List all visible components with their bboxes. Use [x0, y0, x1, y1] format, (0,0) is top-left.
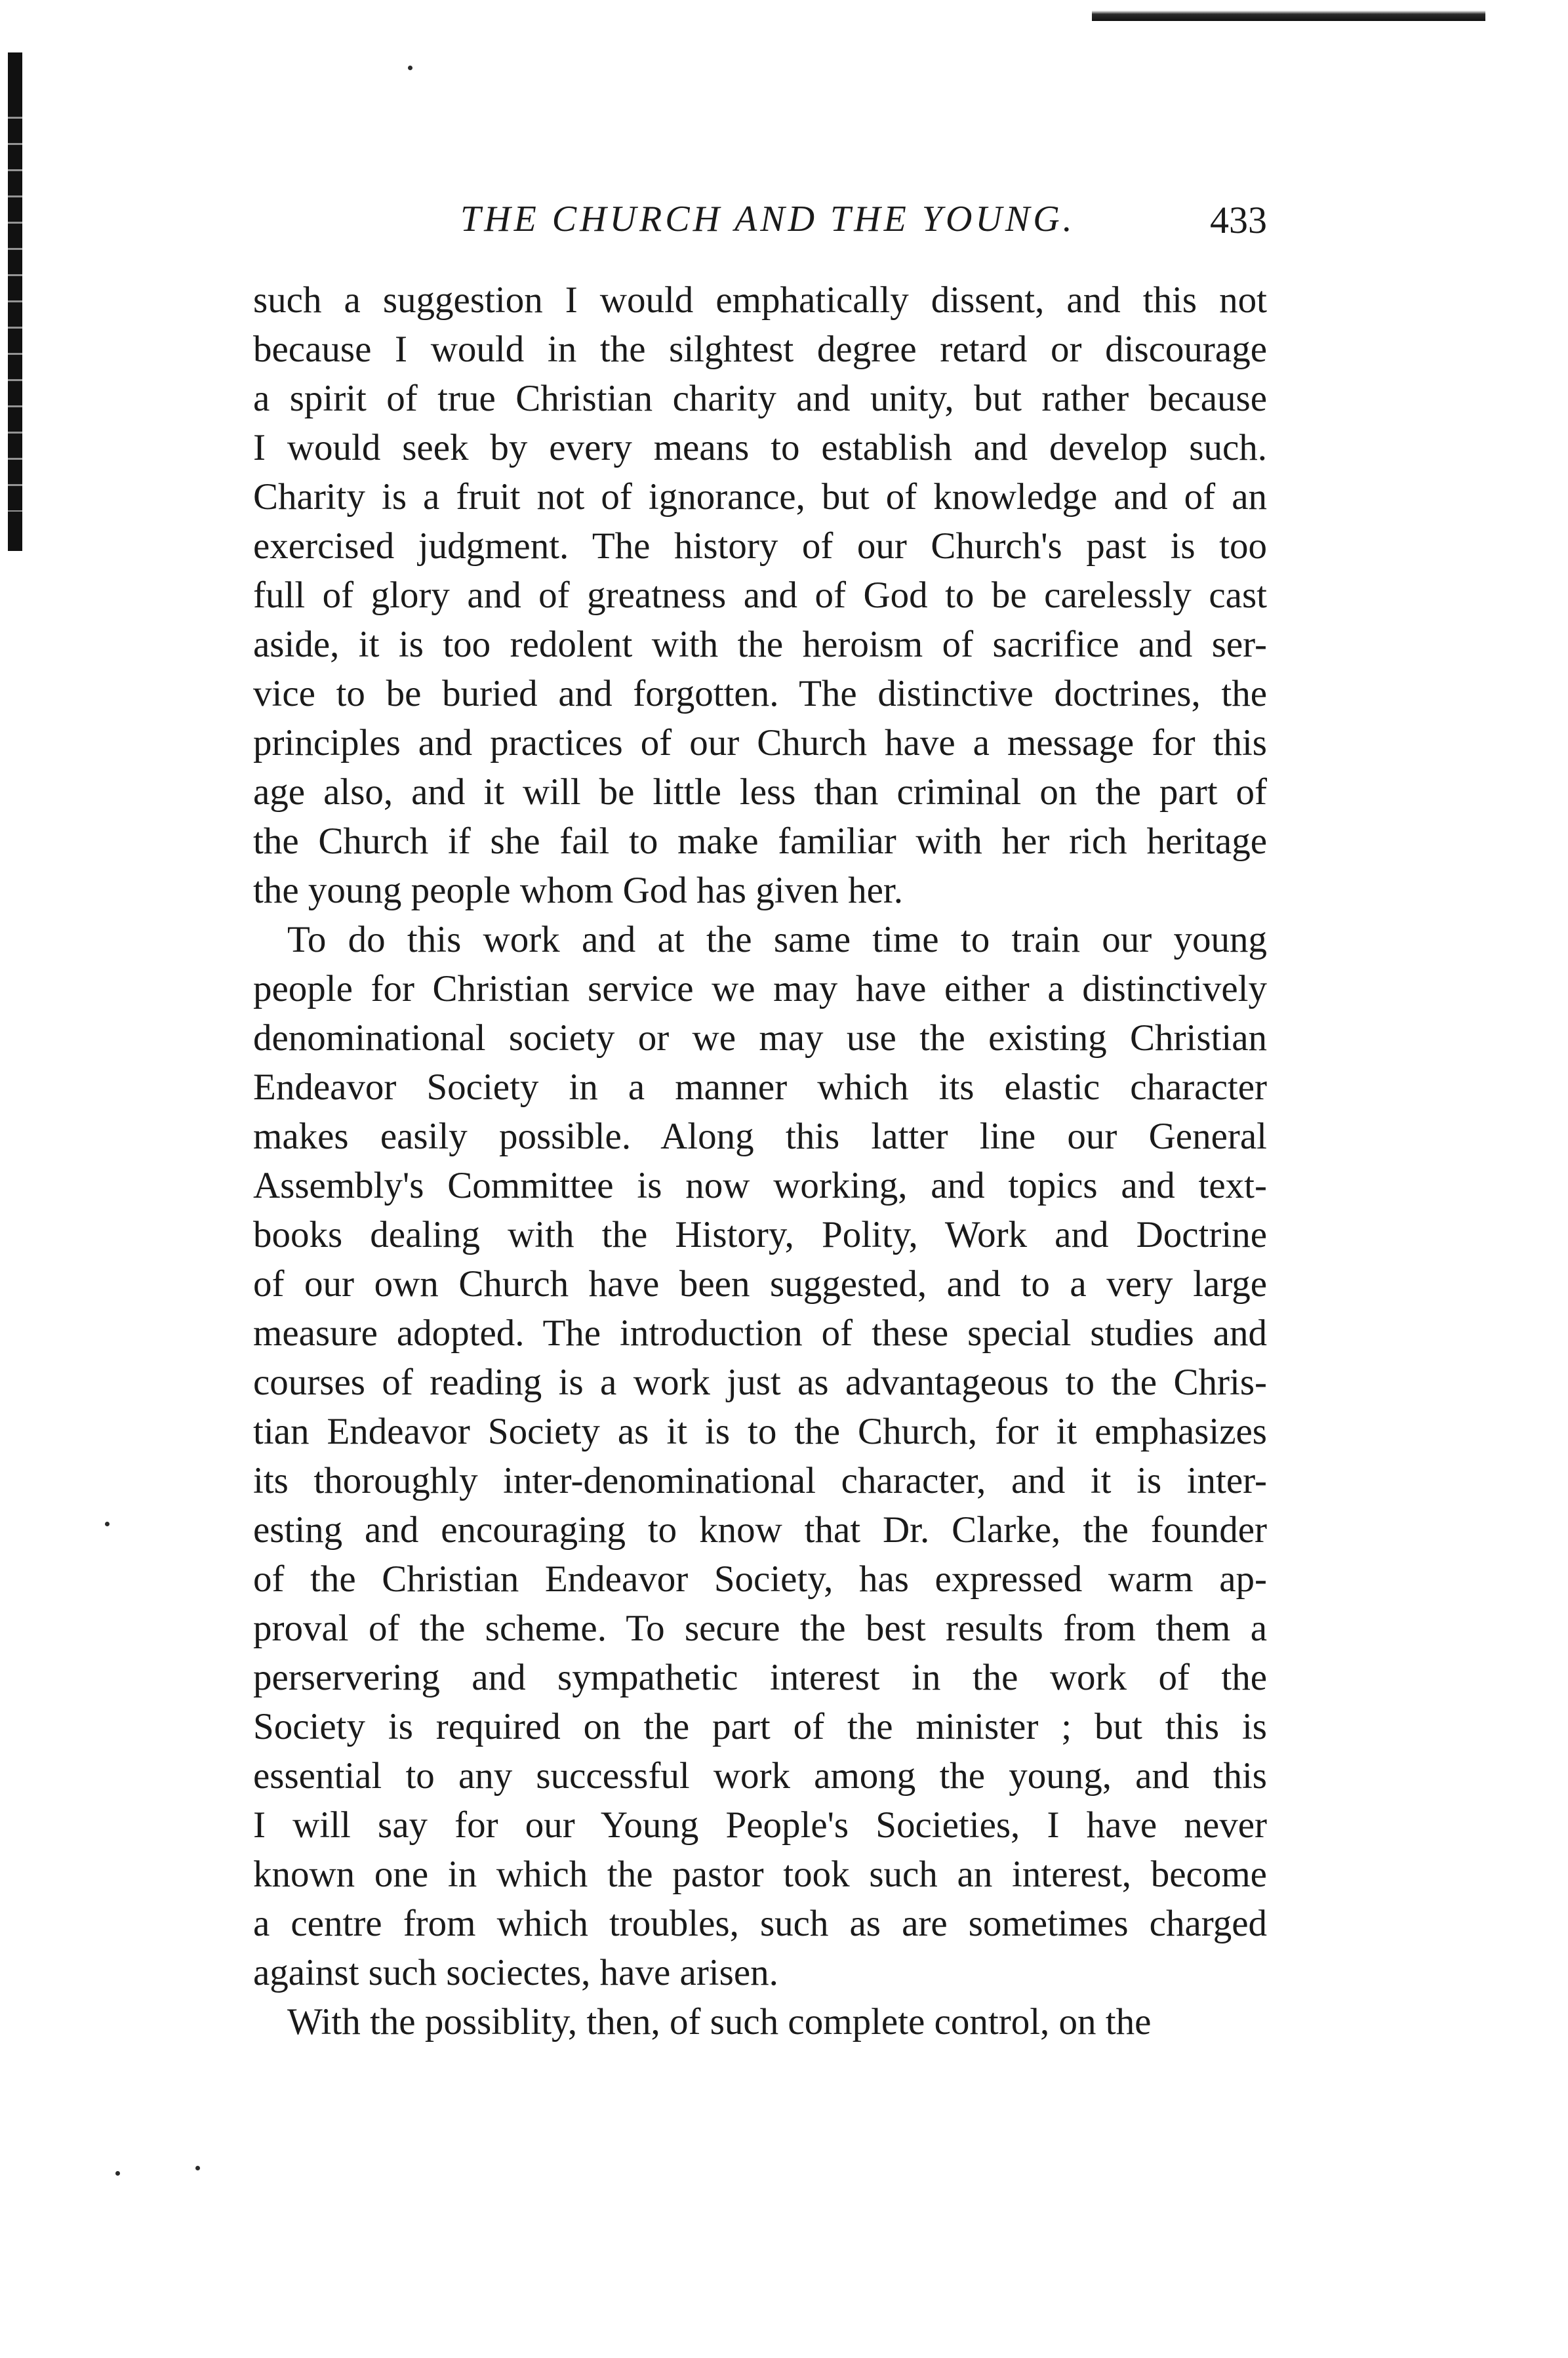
text-line: known one in which the pastor took such an interest, become — [253, 1854, 1267, 1895]
text-line: denominational society or we may use the existing Christian — [253, 1017, 1267, 1059]
text-line: people for Christian service we may have either a distinctively — [253, 968, 1267, 1009]
text-line: books dealing with the History, Polity, Work and Doctrine — [253, 1214, 1267, 1255]
text-line: full of glory and of greatness and of God to be carelessly cast — [253, 575, 1267, 616]
text-line: of the Christian Endeavor Society, has expressed warm ap- — [253, 1558, 1267, 1600]
text-line: To do this work and at the same time to train our young — [287, 919, 1267, 960]
text-line: Charity is a fruit not of ignorance, but of knowledge and of an — [253, 476, 1267, 518]
margin-speck — [195, 2166, 200, 2170]
text-line: against such sociectes, have arisen. — [253, 1952, 778, 1993]
text-line: such a suggestion I would emphatically dissent, and this not — [253, 279, 1267, 321]
text-line: esting and encouraging to know that Dr. Clarke, the founder — [253, 1509, 1267, 1551]
margin-speck — [408, 66, 412, 70]
text-line: exercised judgment. The history of our Church's past is too — [253, 525, 1267, 567]
text-line: With the possiblity, then, of such complete control, on the — [287, 2001, 1152, 2043]
page-number: 433 — [1210, 199, 1267, 241]
text-line: the young people whom God has given her. — [253, 870, 903, 911]
margin-speck — [115, 2171, 120, 2176]
text-line: a centre from which troubles, such as are sometimes charged — [253, 1903, 1267, 1944]
paragraph-list — [253, 275, 1267, 2046]
text-line: the Church if she fail to make familiar with her rich heritage — [253, 821, 1267, 862]
text-line: its thoroughly inter-denominational character, and it is inter- — [253, 1460, 1267, 1501]
text-line: vice to be buried and forgotten. The distinctive doctrines, the — [253, 673, 1267, 714]
text-line: because I would in the silghtest degree retard or discourage — [253, 329, 1267, 370]
text-line: age also, and it will be little less than criminal on the part of — [253, 771, 1267, 813]
text-line: I will say for our Young People's Societies, I have never — [253, 1804, 1267, 1846]
text-line: tian Endeavor Society as it is to the Church, for it emphasizes — [253, 1411, 1267, 1452]
paragraph — [253, 275, 1267, 915]
text-line: courses of reading is a work just as advantageous to the Chris- — [253, 1362, 1267, 1403]
margin-speck — [105, 1522, 110, 1526]
running-head — [253, 198, 1267, 251]
running-title: THE CHURCH AND THE YOUNG. — [460, 199, 1075, 239]
text-line: measure adopted. The introduction of these special studies and — [253, 1312, 1267, 1354]
text-line: Endeavor Society in a manner which its elastic character — [253, 1067, 1267, 1108]
text-line: a spirit of true Christian charity and unity, but rather because — [253, 378, 1267, 419]
spine-edge-speckle — [7, 105, 25, 512]
text-line: principles and practices of our Church have a message for this — [253, 722, 1267, 763]
text-line: proval of the scheme. To secure the best results from them a — [253, 1608, 1267, 1649]
text-line: Society is required on the part of the minister ; but this is — [253, 1706, 1267, 1747]
text-line: essential to any successful work among the young, and this — [253, 1755, 1267, 1797]
paragraph — [253, 915, 1267, 1997]
text-line: I would seek by every means to establish and develop such. — [253, 427, 1267, 468]
text-line: Assembly's Committee is now working, and topics and text- — [253, 1165, 1267, 1206]
paragraph — [253, 1997, 1267, 2046]
top-edge-rule — [1092, 10, 1485, 21]
body-text — [253, 275, 1267, 2046]
text-line: perservering and sympathetic interest in the work of the — [253, 1657, 1267, 1698]
text-line: aside, it is too redolent with the heroism of sacrifice and ser- — [253, 624, 1267, 665]
text-line: makes easily possible. Along this latter line our General — [253, 1116, 1267, 1157]
text-line: of our own Church have been suggested, and to a very large — [253, 1263, 1267, 1305]
